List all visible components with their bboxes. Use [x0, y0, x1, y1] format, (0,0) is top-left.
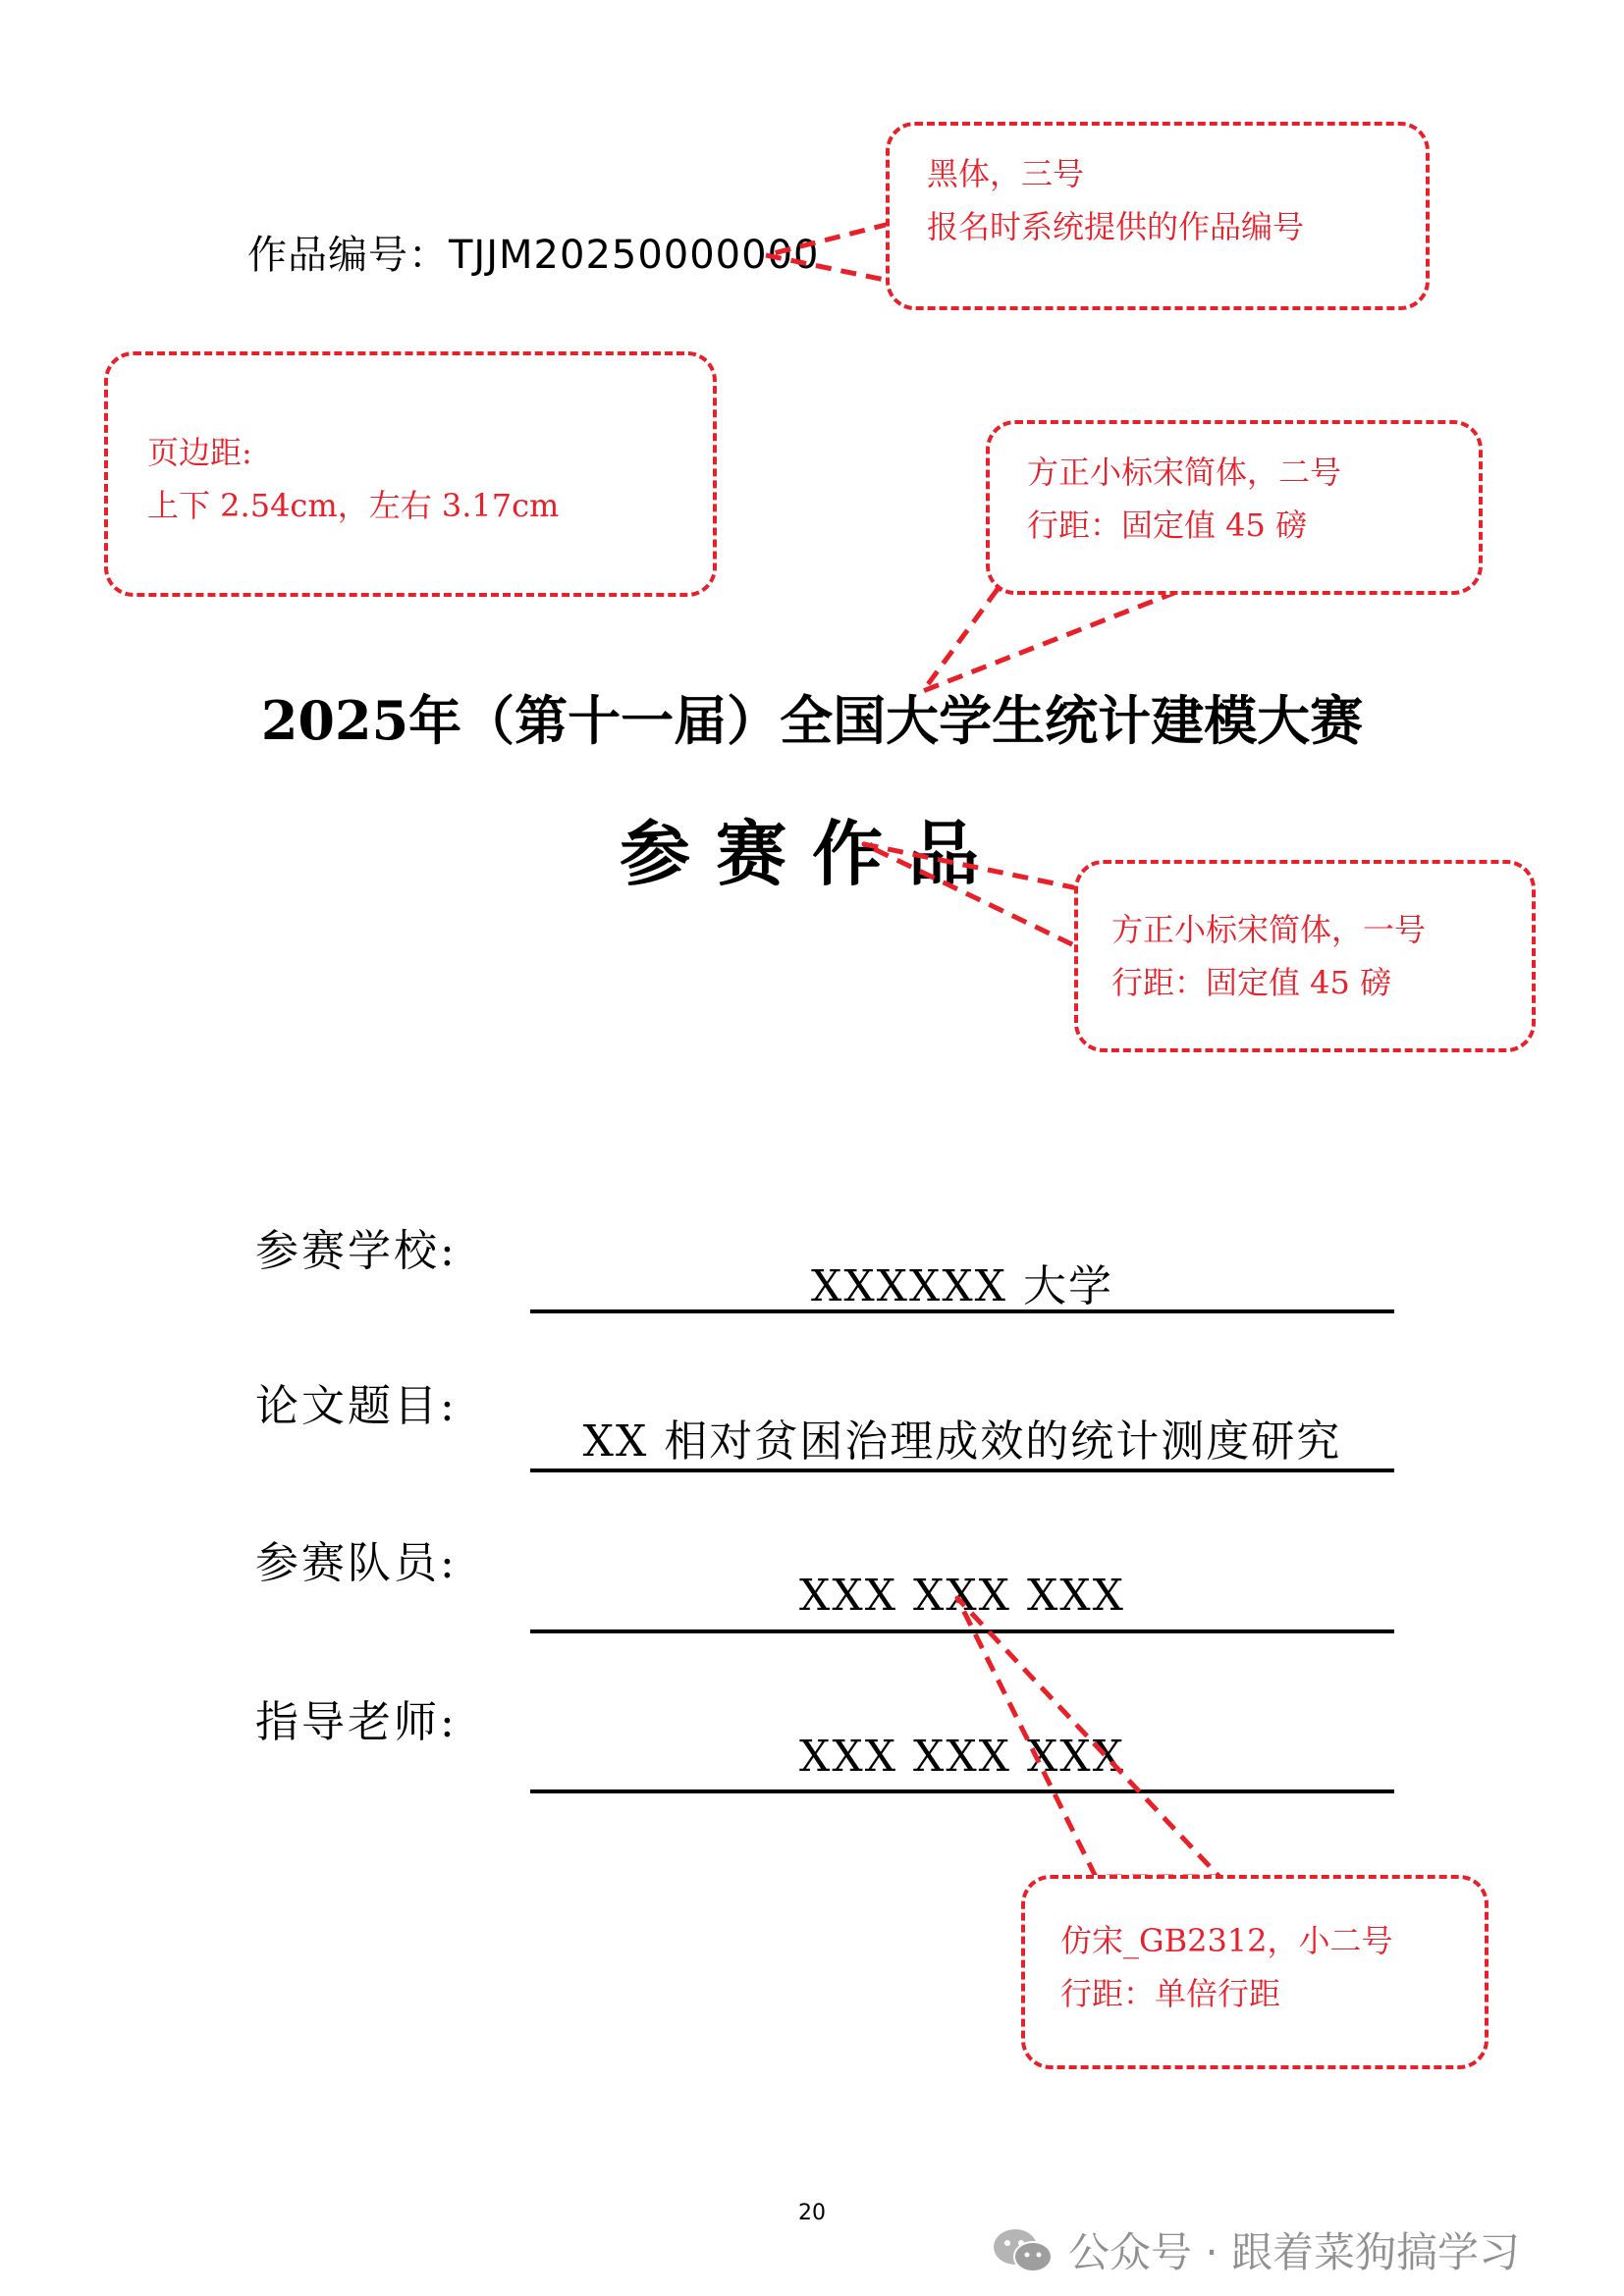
watermark-text: 公众号 · 跟着菜狗搞学习: [1068, 2228, 1521, 2276]
competition-title: 2025年（第十一届）全国大学生统计建模大赛: [260, 689, 1364, 752]
callout-margins: [104, 351, 717, 597]
entry-subtitle: 参赛作品: [619, 812, 1004, 895]
callout-fields: [1021, 1875, 1489, 2069]
leader-sub-title: [864, 844, 1078, 947]
callout-main-title-line1: 方正小标宋简体，二号: [1027, 454, 1342, 491]
page-number: 20: [798, 2201, 826, 2225]
callout-margins-line2: 上下 2.54cm，左右 3.17cm: [147, 487, 560, 524]
work-number-label: 作品编号：: [247, 233, 449, 278]
field-value-school: XXXXXX 大学: [811, 1261, 1113, 1311]
callout-sub-title: [1074, 860, 1536, 1052]
callout-work-number-line2: 报名时系统提供的作品编号: [927, 208, 1305, 245]
field-label-title: 论文题目:: [255, 1381, 458, 1431]
callout-fields-line1: 仿宋_GB2312，小二号: [1060, 1922, 1393, 1959]
callout-work-number: [886, 122, 1430, 310]
callout-margins-line1: 页边距:: [147, 434, 252, 471]
callout-main-title-line2: 行距：固定值 45 磅: [1027, 507, 1308, 544]
field-label-members: 参赛队员:: [255, 1538, 458, 1588]
field-label-school: 参赛学校:: [255, 1226, 458, 1276]
callout-work-number-line1: 黑体，三号: [927, 155, 1085, 192]
callout-sub-title-line1: 方正小标宋简体，一号: [1111, 911, 1427, 948]
wechat-icon: [992, 2225, 1055, 2286]
field-label-advisors: 指导老师:: [255, 1697, 458, 1747]
callout-sub-title-line2: 行距：固定值 45 磅: [1111, 964, 1392, 1001]
field-value-members: XXX XXX XXX: [799, 1571, 1125, 1621]
leader-work-number: [766, 224, 890, 281]
field-value-title: XX 相对贫困治理成效的统计测度研究: [582, 1416, 1342, 1467]
work-number-value: TJJM20250000000: [449, 233, 820, 278]
watermark: [992, 2220, 1520, 2286]
callout-fields-line2: 行距：单倍行距: [1060, 1975, 1281, 2012]
field-value-advisors: XXX XXX XXX: [799, 1732, 1125, 1782]
leader-fields: [957, 1598, 1219, 1877]
leader-main-title: [923, 589, 1184, 691]
callout-main-title: [986, 420, 1483, 595]
